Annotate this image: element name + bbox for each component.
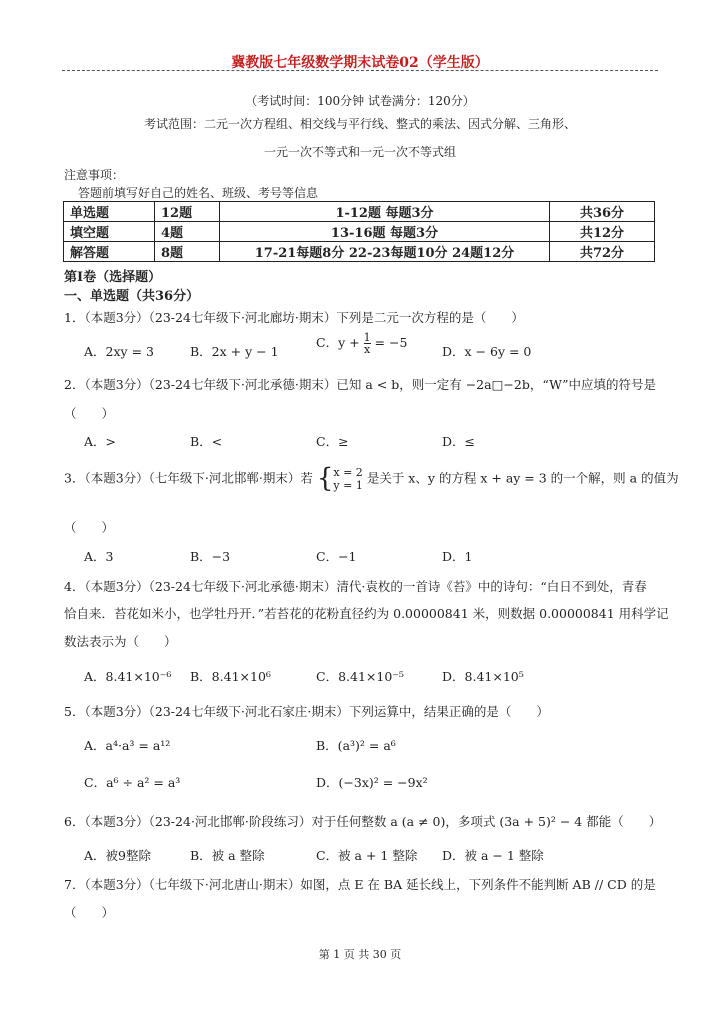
question-1-option-c <box>316 332 407 355</box>
question-2-option-d: D．≤ <box>442 434 475 449</box>
page-footer: 第 1 页 共 30 页 <box>318 948 402 961</box>
exam-scope-line-2: 一元一次不等式和一元一次不等式组 <box>263 145 456 159</box>
question-3-option-d: D．1 <box>442 549 473 564</box>
table-cell: 1-12题 每题3分 <box>220 202 550 222</box>
table-row <box>64 222 655 242</box>
question-4-option-a: A．8.41×10⁻⁶ <box>84 669 172 684</box>
part-heading: 第Ⅰ卷（选择题） <box>64 270 162 285</box>
table-row <box>64 202 655 222</box>
question-6-option-a: A．被9整除 <box>84 848 151 863</box>
question-7-cont: （ ） <box>64 905 115 920</box>
question-5-option-b: B．(a³)² = a⁶ <box>316 738 396 753</box>
question-3-option-c: C．−1 <box>316 549 357 564</box>
system-eq-1: x = 2 <box>333 466 363 479</box>
title-divider <box>62 70 658 71</box>
question-3-option-a: A．3 <box>84 549 114 564</box>
table-cell: 单选题 <box>64 202 155 222</box>
score-table <box>63 201 655 262</box>
question-4-option-d: D．8.41×10⁵ <box>442 669 524 684</box>
question-5-text: 5．（本题3分）（23-24七年级下·河北石家庄·期末）下列运算中，结果正确的是（ ） <box>64 704 549 719</box>
option-c-prefix: C．y + <box>316 335 360 350</box>
question-2-cont: （ ） <box>64 406 115 421</box>
fraction-denominator: x <box>363 343 371 356</box>
question-1-option-b: B．2x + y − 1 <box>190 344 279 359</box>
question-4-line-2: 恰自来．苔花如米小，也学牡丹开．”若苔花的花粉直径约为 0.00000841 米，则数据 0.00000841 用科学记 <box>64 606 669 621</box>
question-4-line-1: 4．（本题3分）（23-24七年级下·河北承德·期末）清代·袁枚的一首诗《苔》中的诗句：“白日不到处，青春 <box>64 579 647 594</box>
system-eq-2: y = 1 <box>333 479 363 492</box>
question-4-line-3: 数法表示为（ ） <box>64 634 177 649</box>
question-4-option-c: C．8.41×10⁻⁵ <box>316 669 404 684</box>
table-cell: 填空题 <box>64 222 155 242</box>
question-5-option-a: A．a⁴·a³ = a¹² <box>84 738 171 753</box>
table-cell: 共72分 <box>550 242 655 262</box>
question-3-text <box>64 463 679 494</box>
question-3-post: 是关于 x、y 的方程 x + ay = 3 的一个解，则 a 的值为 <box>366 470 679 486</box>
notes-line-1: 答题前填写好自己的姓名、班级、考号等信息 <box>78 186 319 200</box>
question-6-text: 6．（本题3分）（23-24·河北邯郸·阶段练习）对于任何整数 a (a ≠ 0)，多项式 (3a + 5)² − 4 都能（ ） <box>64 814 662 829</box>
table-row <box>64 242 655 262</box>
exam-title: 冀教版七年级数学期末试卷02（学生版） <box>231 55 489 71</box>
notes-heading: 注意事项： <box>64 168 125 182</box>
table-cell: 4题 <box>155 222 220 242</box>
fraction <box>364 332 371 355</box>
option-c-suffix: = −5 <box>374 335 408 350</box>
question-2-text: 2．（本题3分）（23-24七年级下·河北承德·期末）已知 a < b，则一定有 −2a□−2b，“W”中应填的符号是 <box>64 377 657 392</box>
question-6-option-b: B．被 a 整除 <box>190 848 265 863</box>
table-cell: 解答题 <box>64 242 155 262</box>
question-4-option-b: B．8.41×10⁶ <box>190 669 271 684</box>
question-6-option-d: D．被 a − 1 整除 <box>442 848 544 863</box>
equation-system: { x = 2 y = 1 <box>316 463 363 494</box>
question-5-option-c: C．a⁶ ÷ a² = a³ <box>84 775 181 790</box>
question-1-option-d: D．x − 6y = 0 <box>442 344 532 359</box>
exam-time-line: （考试时间：100分钟 试卷满分：120分） <box>245 94 475 108</box>
question-5-option-d: D．(−3x)² = −9x² <box>316 775 428 790</box>
fraction-numerator: 1 <box>363 331 371 344</box>
question-2-option-b: B．< <box>190 434 223 449</box>
question-3-cont: （ ） <box>64 520 115 535</box>
section-heading: 一、单选题（共36分） <box>64 289 200 304</box>
question-3-option-b: B．−3 <box>190 549 231 564</box>
question-7-text: 7．（本题3分）（七年级下·河北唐山·期末）如图，点 E 在 BA 延长线上，下列条件不能判断 AB // CD 的是 <box>64 877 656 892</box>
question-1-text: 1．（本题3分）（23-24七年级下·河北廊坊·期末）下列是二元一次方程的是（ ） <box>64 310 524 325</box>
question-1-option-a: A．2xy = 3 <box>84 344 154 359</box>
question-6-option-c: C．被 a + 1 整除 <box>316 848 418 863</box>
table-cell: 17-21每题8分 22-23每题10分 24题12分 <box>220 242 550 262</box>
table-cell: 8题 <box>155 242 220 262</box>
exam-scope-line-1: 考试范围：二元一次方程组、相交线与平行线、整式的乘法、因式分解、三角形、 <box>143 117 576 131</box>
table-cell: 12题 <box>155 202 220 222</box>
question-2-option-a: A．> <box>84 434 117 449</box>
table-cell: 共12分 <box>550 222 655 242</box>
table-cell: 13-16题 每题3分 <box>220 222 550 242</box>
question-3-pre: 3．（本题3分）（七年级下·河北邯郸·期末）若 <box>64 470 313 486</box>
question-2-option-c: C．≥ <box>316 434 349 449</box>
table-cell: 共36分 <box>550 202 655 222</box>
